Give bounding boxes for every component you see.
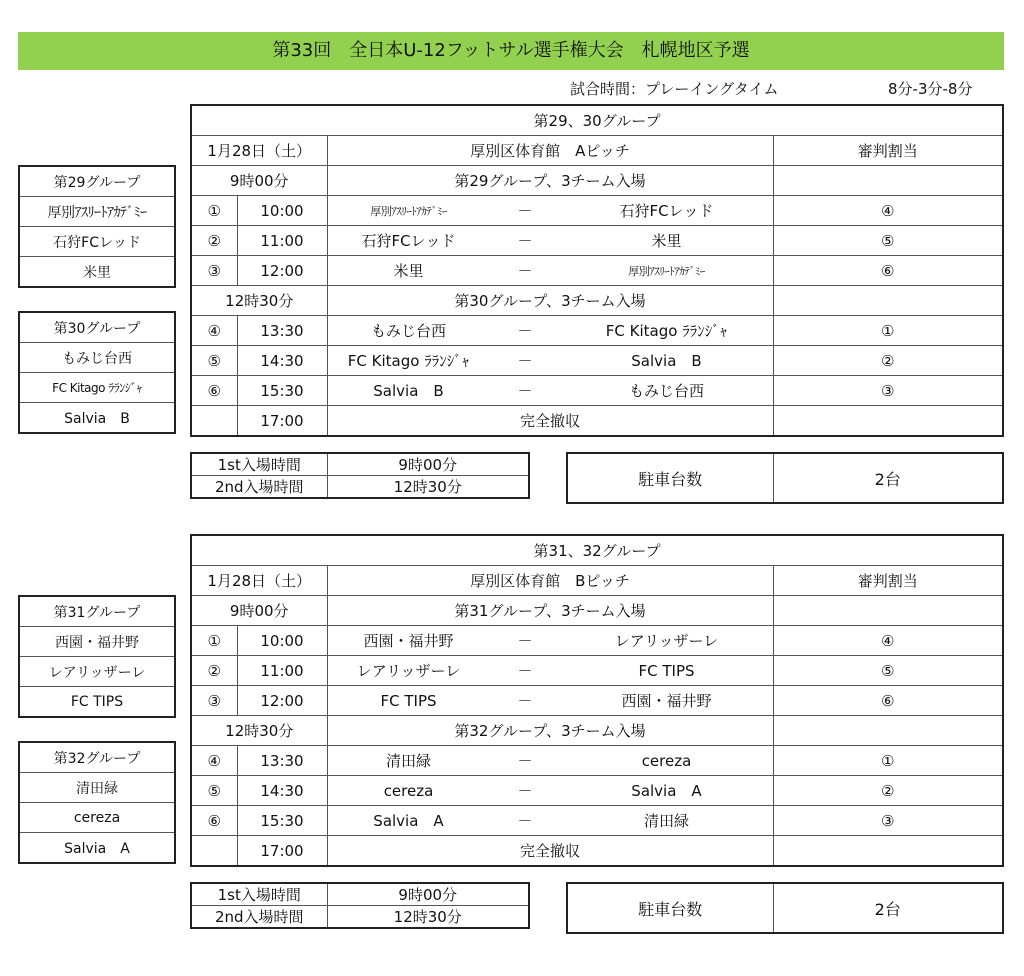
match-row (191, 656, 1003, 686)
vs-separator: － (517, 662, 533, 680)
match-time: 13:30 (237, 316, 327, 346)
entry-value: 12時30分 (327, 476, 529, 499)
home-team: FC TIPS (380, 691, 437, 710)
match-date: 1月28日（土） (191, 566, 327, 596)
group-team: FC Kitago ﾗﾗﾝｼﾞｬ (19, 373, 175, 403)
match-row (191, 226, 1003, 256)
vs-separator: － (517, 692, 533, 710)
away-team: 厚別ｱｽﾘｰﾄｱｶﾃﾞﾐｰ (628, 264, 705, 278)
home-team: FC Kitago ﾗﾗﾝｼﾞｬ (347, 352, 470, 370)
end-time: 17:00 (237, 406, 327, 437)
venue: 厚別区体育館 Aピッチ (327, 136, 773, 166)
group-team: Salvia B (19, 403, 175, 434)
entry-label: 1st入場時間 (191, 883, 327, 906)
schedule-table-b (190, 534, 1004, 867)
group-team: 清田緑 (19, 773, 175, 803)
venue: 厚別区体育館 Bピッチ (327, 566, 773, 596)
referee-assignment: ⑤ (773, 656, 1003, 686)
group-team: レアリッザーレ (19, 657, 175, 687)
group-name: 第31グループ (19, 596, 175, 627)
schedule-table-a (190, 104, 1004, 437)
group-team: 厚別ｱｽﾘｰﾄｱｶﾃﾞﾐｰ (19, 197, 175, 227)
group-team: もみじ台西 (19, 343, 175, 373)
group-team: cereza (19, 803, 175, 833)
group-name: 第29グループ (19, 166, 175, 197)
group-team: FC TIPS (19, 687, 175, 718)
entry-value: 12時30分 (327, 906, 529, 929)
match-time: 10:00 (237, 196, 327, 226)
referee-assignment: ③ (773, 806, 1003, 836)
entry-label: 2nd入場時間 (191, 476, 327, 499)
entry-time: 12時30分 (191, 286, 327, 316)
referee-cell (773, 286, 1003, 316)
home-team: 米里 (393, 262, 424, 280)
end-text: 完全撤収 (327, 836, 773, 867)
match-time: 14:30 (237, 346, 327, 376)
away-team: 米里 (651, 232, 682, 250)
vs-separator: － (517, 812, 533, 830)
referee-cell (773, 596, 1003, 626)
match-time: 10:00 (237, 626, 327, 656)
entry-time: 9時00分 (191, 596, 327, 626)
entry-label: 1st入場時間 (191, 453, 327, 476)
match-time: 13:30 (237, 746, 327, 776)
entry-value: 9時00分 (327, 453, 529, 476)
match-time: 15:30 (237, 806, 327, 836)
entry-time: 9時00分 (191, 166, 327, 196)
match-number: ⑤ (191, 346, 237, 376)
vs-separator: － (517, 632, 533, 650)
group-list-30 (18, 311, 176, 434)
away-team: Salvia A (631, 782, 702, 800)
match-time: 14:30 (237, 776, 327, 806)
page-title: 第33回 全日本U-12フットサル選手権大会 札幌地区予選 (272, 40, 750, 61)
match-row (191, 626, 1003, 656)
vs-separator: － (517, 322, 533, 340)
entry-value: 9時00分 (327, 883, 529, 906)
parking-label: 駐車台数 (567, 883, 773, 933)
match-row (191, 376, 1003, 406)
referee-header: 審判割当 (773, 136, 1003, 166)
end-time: 17:00 (237, 836, 327, 867)
away-team: 石狩FCレッド (619, 202, 714, 220)
group-name: 第30グループ (19, 312, 175, 343)
referee-cell (773, 836, 1003, 867)
group-list-29 (18, 165, 176, 288)
match-number: ① (191, 626, 237, 656)
referee-assignment: ⑥ (773, 686, 1003, 716)
vs-separator: － (517, 352, 533, 370)
match-number: ③ (191, 686, 237, 716)
group-header: 第31、32グループ (191, 535, 1003, 566)
away-team: Salvia B (631, 352, 702, 370)
parking-table (566, 882, 1004, 934)
match-row (191, 806, 1003, 836)
match-row (191, 316, 1003, 346)
referee-assignment: ② (773, 776, 1003, 806)
vs-separator: － (517, 782, 533, 800)
away-team: レアリッザーレ (614, 632, 719, 650)
vs-separator: － (517, 262, 533, 280)
referee-assignment: ⑥ (773, 256, 1003, 286)
match-number: ② (191, 656, 237, 686)
referee-assignment: ④ (773, 196, 1003, 226)
away-team: cereza (641, 751, 692, 770)
home-team: 石狩FCレッド (361, 232, 456, 250)
vs-separator: － (517, 752, 533, 770)
play-time-label: 試合時間：プレーイングタイム (570, 80, 779, 98)
page-title-banner (18, 32, 1004, 70)
match-number: ⑥ (191, 806, 237, 836)
away-team: FC Kitago ﾗﾗﾝｼﾞｬ (605, 322, 728, 340)
entry-times-table (190, 452, 530, 499)
away-team: 清田緑 (643, 812, 689, 830)
entry-text: 第31グループ、3チーム入場 (327, 596, 773, 626)
match-row (191, 196, 1003, 226)
parking-value: 2台 (773, 883, 1003, 933)
match-number (191, 836, 237, 867)
home-team: Salvia B (373, 382, 444, 400)
match-row (191, 256, 1003, 286)
referee-cell (773, 166, 1003, 196)
match-number: ① (191, 196, 237, 226)
entry-text: 第30グループ、3チーム入場 (327, 286, 773, 316)
match-time: 11:00 (237, 226, 327, 256)
home-team: もみじ台西 (370, 322, 446, 340)
match-number: ⑤ (191, 776, 237, 806)
match-number: ② (191, 226, 237, 256)
home-team: 清田緑 (385, 752, 431, 770)
vs-separator: － (517, 202, 533, 220)
end-text: 完全撤収 (327, 406, 773, 437)
entry-text: 第29グループ、3チーム入場 (327, 166, 773, 196)
referee-cell (773, 406, 1003, 437)
vs-separator: － (517, 232, 533, 250)
match-number: ④ (191, 746, 237, 776)
entry-times-table (190, 882, 530, 929)
referee-assignment: ① (773, 316, 1003, 346)
parking-value: 2台 (773, 453, 1003, 503)
home-team: 西園・福井野 (363, 632, 454, 650)
parking-table (566, 452, 1004, 504)
home-team: 厚別ｱｽﾘｰﾄｱｶﾃﾞﾐｰ (370, 204, 447, 218)
entry-label: 2nd入場時間 (191, 906, 327, 929)
match-row (191, 686, 1003, 716)
match-date: 1月28日（土） (191, 136, 327, 166)
parking-label: 駐車台数 (567, 453, 773, 503)
referee-header: 審判割当 (773, 566, 1003, 596)
entry-time: 12時30分 (191, 716, 327, 746)
match-number: ③ (191, 256, 237, 286)
group-list-31 (18, 595, 176, 718)
group-team: 米里 (19, 257, 175, 288)
referee-assignment: ② (773, 346, 1003, 376)
match-number (191, 406, 237, 437)
group-team: 西園・福井野 (19, 627, 175, 657)
home-team: Salvia A (373, 812, 444, 830)
match-row (191, 776, 1003, 806)
away-team: 西園・福井野 (621, 692, 712, 710)
group-list-32 (18, 741, 176, 864)
home-team: cereza (383, 781, 434, 800)
group-team: 石狩FCレッド (19, 227, 175, 257)
match-time: 12:00 (237, 686, 327, 716)
match-row (191, 746, 1003, 776)
away-team: もみじ台西 (628, 382, 704, 400)
referee-cell (773, 716, 1003, 746)
match-row (191, 346, 1003, 376)
referee-assignment: ⑤ (773, 226, 1003, 256)
match-time: 11:00 (237, 656, 327, 686)
referee-assignment: ③ (773, 376, 1003, 406)
entry-text: 第32グループ、3チーム入場 (327, 716, 773, 746)
referee-assignment: ④ (773, 626, 1003, 656)
match-time: 15:30 (237, 376, 327, 406)
vs-separator: － (517, 382, 533, 400)
away-team: FC TIPS (638, 661, 695, 680)
group-header: 第29、30グループ (191, 105, 1003, 136)
group-team: Salvia A (19, 833, 175, 864)
play-time-value: 8分-3分-8分 (888, 80, 973, 98)
group-name: 第32グループ (19, 742, 175, 773)
match-number: ⑥ (191, 376, 237, 406)
referee-assignment: ① (773, 746, 1003, 776)
match-time: 12:00 (237, 256, 327, 286)
home-team: レアリッザーレ (356, 662, 461, 680)
match-number: ④ (191, 316, 237, 346)
